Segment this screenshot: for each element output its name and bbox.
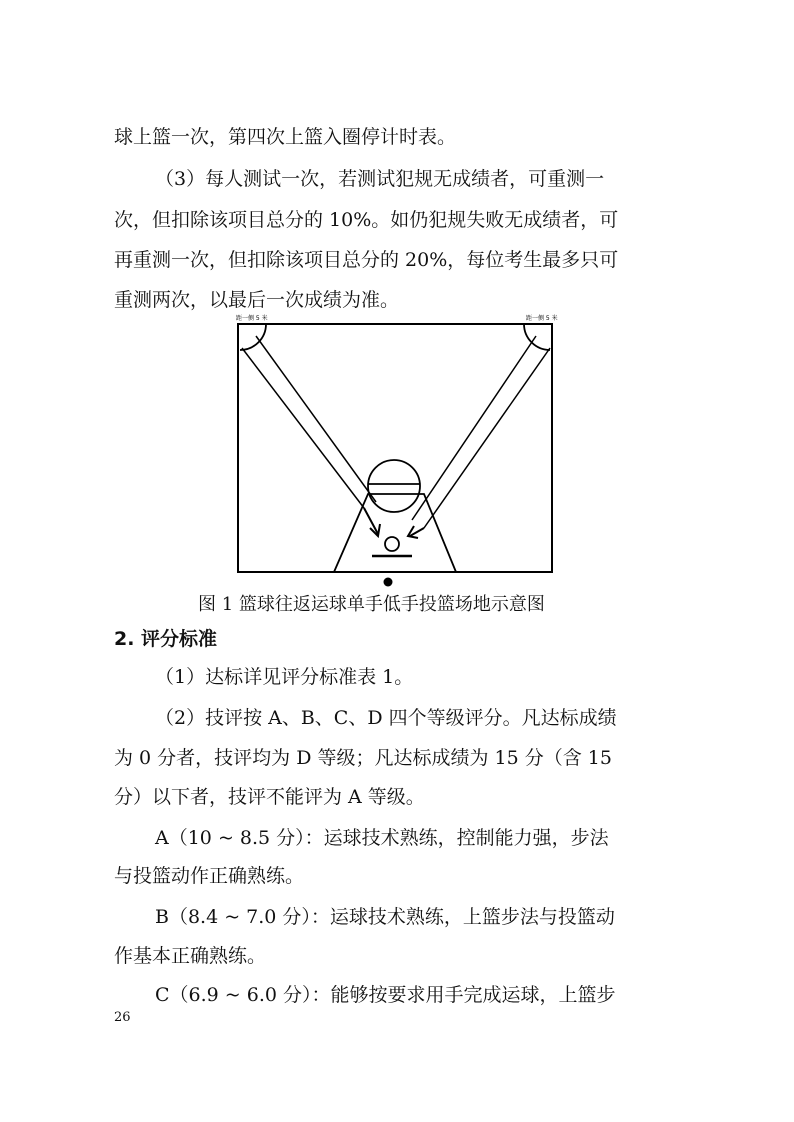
right-path-line <box>424 348 550 528</box>
body-text-line: （3）每人测试一次，若测试犯规无成绩者，可重测一 <box>155 168 605 190</box>
body-text-line: 球上篮一次，第四次上篮入圈停计时表。 <box>114 126 457 148</box>
body-text-line: A（10 ~ 8.5 分）：运球技术熟练，控制能力强，步法 <box>155 827 609 849</box>
left-distance-label: 距一侧 5 米 <box>236 315 268 322</box>
court-boundary <box>238 324 552 572</box>
body-text-line: C（6.9 ~ 6.0 分）：能够按要求用手完成运球，上篮步 <box>155 984 616 1006</box>
left-path-line <box>242 348 364 508</box>
free-throw-circle <box>368 460 420 512</box>
body-text-line: 作基本正确熟练。 <box>114 945 267 967</box>
section-heading: 2. 评分标准 <box>114 628 218 650</box>
figure-caption: 图 1 篮球往返运球单手低手投篮场地示意图 <box>198 594 545 615</box>
right-path-line <box>412 336 536 520</box>
key-area <box>334 494 456 572</box>
right-distance-label: 距一侧 5 米 <box>526 315 558 322</box>
body-text-line: 次，但扣除该项目总分的 10%。如仍犯规失败无成绩者，可 <box>114 209 619 231</box>
body-text-line: 与投篮动作正确熟练。 <box>114 865 305 887</box>
right-corner-arc <box>524 324 550 350</box>
start-point-dot <box>384 578 393 587</box>
body-text-line: B（8.4 ~ 7.0 分）：运球技术熟练，上篮步法与投篮动 <box>155 906 615 928</box>
body-text-line: （1）达标详见评分标准表 1。 <box>155 666 414 688</box>
body-text-line: 分）以下者，技评不能评为 A 等级。 <box>114 786 425 808</box>
basket-hoop <box>385 537 399 551</box>
body-text-line: （2）技评按 A、B、C、D 四个等级评分。凡达标成绩 <box>155 707 617 729</box>
body-text-line: 再重测一次，但扣除该项目总分的 20%，每位考生最多只可 <box>114 249 619 271</box>
left-path-line <box>256 336 376 502</box>
body-text-line: 为 0 分者，技评均为 D 等级；凡达标成绩为 15 分（含 15 <box>114 747 612 769</box>
court-diagram <box>226 306 566 590</box>
left-corner-arc <box>240 324 266 350</box>
body-text-line: 重测两次，以最后一次成绩为准。 <box>114 289 400 311</box>
page-number: 26 <box>114 1010 131 1025</box>
